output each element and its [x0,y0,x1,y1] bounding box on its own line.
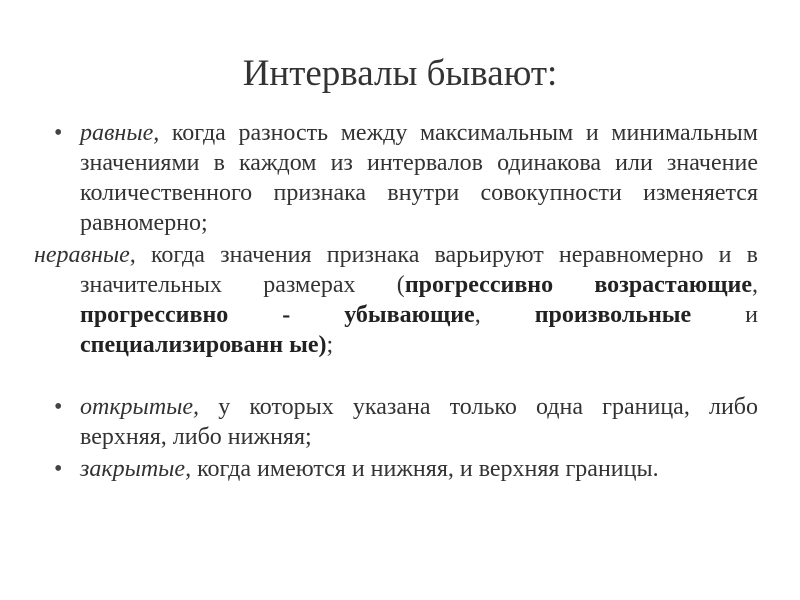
list-item-equal [80,118,758,238]
bullet-icon: • [54,456,63,482]
description-closed: когда имеются и нижняя, и верхняя границы. [191,456,659,482]
description-end: ; [326,332,334,358]
kind-progressive-decreasing: прогрессивно - убывающие [80,302,475,328]
bullet-icon: • [54,394,63,420]
term-unequal: неравные, [34,242,136,268]
separator: , [474,302,535,328]
kind-progressive-increasing: прогрессивно возрастающие [404,272,752,298]
list-item-open [80,392,758,452]
term-open: открытые, [80,394,200,420]
slide-title: Интервалы бывают: [242,53,558,94]
term-closed: закрытые, [80,456,192,482]
kind-specialized: специализированн ые) [80,332,327,358]
description-open: у которых указана только одна граница, либо верхняя, либо нижняя; [80,394,758,450]
list-item-closed [80,454,758,484]
bullet-icon: • [54,120,63,146]
list-item-unequal [34,240,759,360]
separator: , [752,272,758,298]
separator: и [691,302,759,328]
description-unequal: когда значения признака варьируют неравномерно и в значительных размерах ( [80,242,758,298]
kind-arbitrary: произвольные [534,302,692,328]
term-equal: равные, [80,120,160,146]
description-equal: когда разность между максимальным и минимальным значениями в каждом из интервалов одинакова или значение количественного признака внутри совокупности изменяется равномерно; [80,120,758,236]
